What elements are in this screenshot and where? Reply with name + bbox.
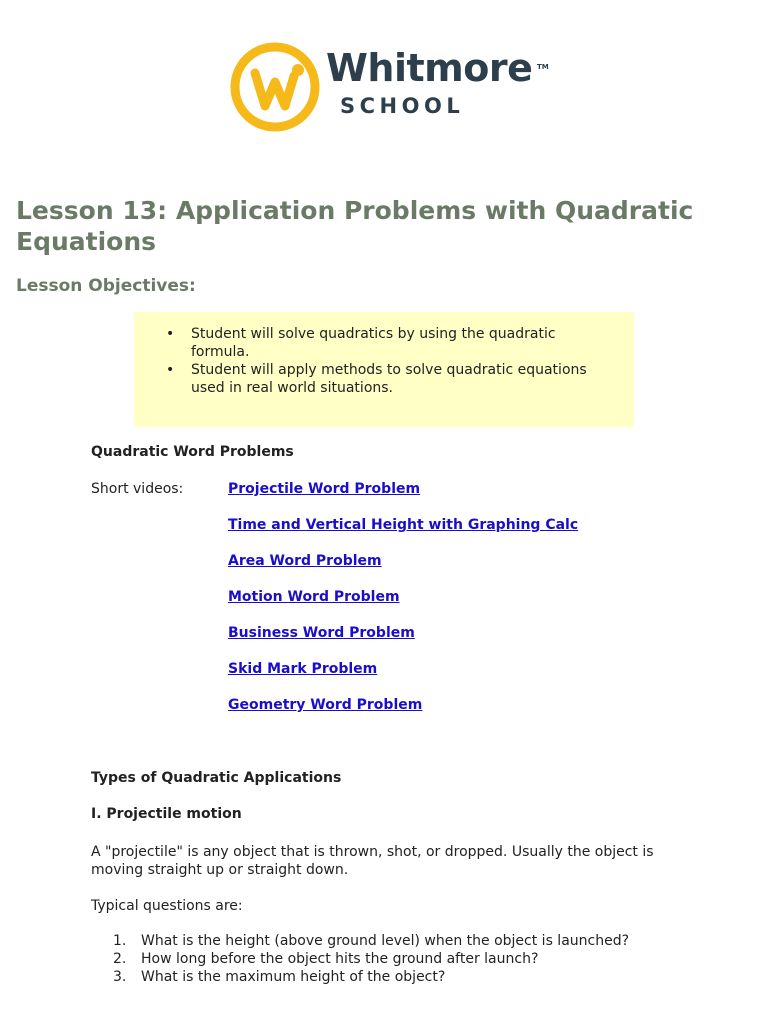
projectile-motion-heading: I. Projectile motion <box>91 806 242 822</box>
objectives-heading: Lesson Objectives: <box>16 276 196 296</box>
objective-text: Student will solve quadratics by using the quadratic formula. <box>191 326 556 360</box>
question-text: What is the height (above ground level) when the object is launched? <box>141 933 630 949</box>
short-videos-label: Short videos: <box>91 481 184 497</box>
question-item <box>91 968 691 986</box>
projectile-definition: A "projectile" is any object that is thrown, shot, or dropped. Usually the object is moving straight up or straight down. <box>91 844 654 878</box>
objective-item <box>166 361 606 397</box>
bullet-icon: • <box>166 362 175 378</box>
question-text: How long before the object hits the ground after launch? <box>141 951 539 967</box>
video-link-time-vertical-height[interactable]: Time and Vertical Height with Graphing Calc <box>228 517 579 533</box>
logo-subtitle: SCHOOL <box>340 94 465 118</box>
whitmore-w-emblem-icon <box>228 40 328 140</box>
typical-questions-list <box>91 932 691 986</box>
word-problems-heading: Quadratic Word Problems <box>91 444 294 460</box>
question-number: 3. <box>113 969 127 985</box>
video-link-projectile[interactable]: Projectile Word Problem <box>228 481 421 497</box>
objectives-box <box>134 312 634 427</box>
video-link-motion[interactable]: Motion Word Problem <box>228 589 400 605</box>
logo-trademark: TM <box>537 63 549 71</box>
school-logo <box>228 40 558 140</box>
video-link-area[interactable]: Area Word Problem <box>228 553 382 569</box>
objective-item <box>166 325 606 361</box>
video-link-skid-mark[interactable]: Skid Mark Problem <box>228 661 378 677</box>
video-link-geometry[interactable]: Geometry Word Problem <box>228 697 423 713</box>
question-item <box>91 950 691 968</box>
typical-questions-intro: Typical questions are: <box>91 898 243 914</box>
objectives-list <box>166 325 606 397</box>
bullet-icon: • <box>166 326 175 342</box>
question-number: 1. <box>113 933 127 949</box>
objective-text: Student will apply methods to solve quadratic equations used in real world situations. <box>191 362 587 396</box>
logo-name: Whitmore <box>326 46 533 90</box>
question-text: What is the maximum height of the object? <box>141 969 446 985</box>
question-item <box>91 932 691 950</box>
page-title: Lesson 13: Application Problems with Quadratic Equations <box>16 196 694 256</box>
question-number: 2. <box>113 951 127 967</box>
applications-heading: Types of Quadratic Applications <box>91 770 342 786</box>
video-link-business[interactable]: Business Word Problem <box>228 625 415 641</box>
